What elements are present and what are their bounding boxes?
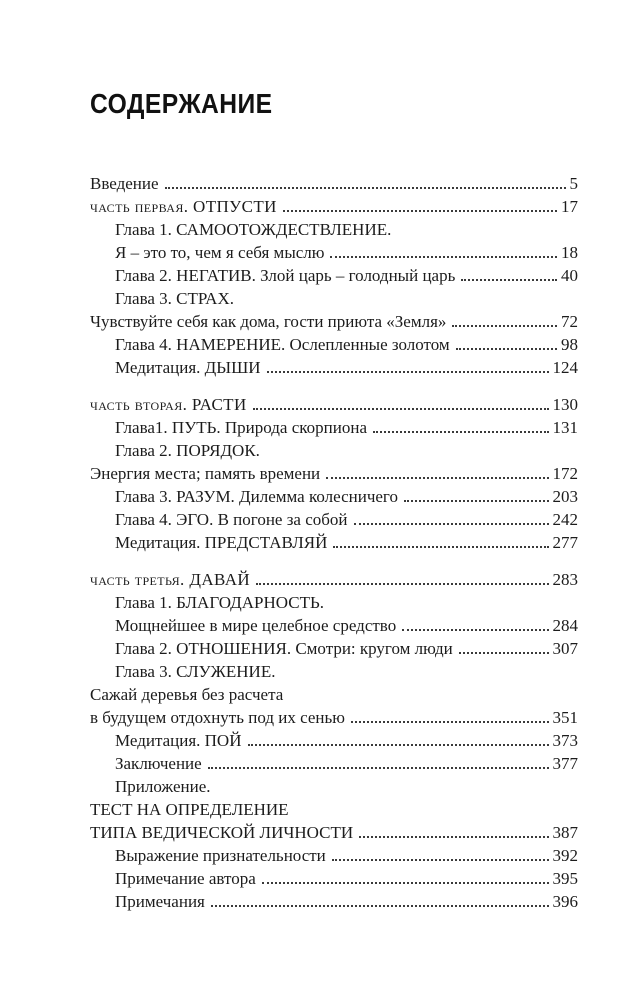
- toc-entry: [90, 821, 578, 844]
- dot-leader: [456, 348, 557, 350]
- toc-entry-label: Глава 2. НЕГАТИВ. Злой царь – голодный царь: [115, 266, 456, 285]
- toc-page-number: 203: [552, 487, 578, 506]
- toc-entry-label: Глава 1. БЛАГОДАРНОСТЬ.: [115, 593, 324, 612]
- toc-entry: [90, 333, 578, 356]
- toc-entry-label: ТЕСТ НА ОПРЕДЕЛЕНИЕ: [90, 800, 289, 819]
- toc-entry-label: Глава 3. СЛУЖЕНИЕ.: [115, 662, 276, 681]
- dot-leader: [452, 325, 557, 327]
- toc-page-number: 377: [552, 754, 578, 773]
- toc-entry-label: Введение: [90, 174, 159, 193]
- toc-entry-label: Энергия места; память времени: [90, 464, 321, 483]
- dot-leader: [208, 767, 549, 769]
- toc-list: [90, 172, 578, 913]
- toc-page-number: 395: [552, 869, 578, 888]
- toc-entry: [90, 660, 578, 683]
- dot-leader: [373, 431, 549, 433]
- toc-entry: [90, 287, 578, 310]
- toc-entry: [90, 752, 578, 775]
- toc-entry: [90, 867, 578, 890]
- toc-entry-label: Глава 2. ОТНОШЕНИЯ. Смотри: кругом люди: [115, 639, 453, 658]
- toc-entry-label: Медитация. ПОЙ: [115, 731, 242, 750]
- toc-entry: [90, 591, 578, 614]
- dot-leader: [333, 546, 548, 548]
- toc-page-number: 283: [552, 570, 578, 589]
- toc-entry-label: Примечание автора: [115, 869, 256, 888]
- toc-page-number: 18: [561, 243, 578, 262]
- toc-entry-label: ТИПА ВЕДИЧЕСКОЙ ЛИЧНОСТИ: [90, 823, 354, 842]
- toc-entry-label: Примечания: [115, 892, 205, 911]
- dot-leader: [330, 256, 557, 258]
- toc-entry: [90, 241, 578, 264]
- toc-entry: [90, 614, 578, 637]
- toc-entry: [90, 531, 578, 554]
- dot-leader: [211, 905, 549, 907]
- toc-page-number: 351: [552, 708, 578, 727]
- toc-entry: [90, 508, 578, 531]
- toc-page-number: 284: [552, 616, 578, 635]
- toc-entry: [90, 172, 578, 195]
- toc-entry-label: Глава 2. ПОРЯДОК.: [115, 441, 260, 460]
- toc-page-number: 396: [552, 892, 578, 911]
- toc-page-number: 242: [552, 510, 578, 529]
- dot-leader: [262, 882, 549, 884]
- toc-entry-label: Глава 3. РАЗУМ. Дилемма колесничего: [115, 487, 398, 506]
- toc-entry-label: Выражение признательности: [115, 846, 326, 865]
- dot-leader: [253, 408, 549, 410]
- toc-entry: [90, 462, 578, 485]
- toc-entry-label: Приложение.: [115, 777, 211, 796]
- toc-entry: [90, 416, 578, 439]
- dot-leader: [332, 859, 549, 861]
- toc-entry-label: Медитация. ДЫШИ: [115, 358, 261, 377]
- dot-leader: [283, 210, 557, 212]
- toc-entry: [90, 637, 578, 660]
- toc-page-number: 17: [561, 197, 578, 216]
- toc-entry-label: часть вторая. РАСТИ: [90, 395, 247, 414]
- toc-entry-label: часть третья. ДАВАЙ: [90, 570, 251, 589]
- toc-part-entry: [90, 393, 578, 416]
- toc-entry: [90, 729, 578, 752]
- dot-leader: [267, 371, 549, 373]
- toc-entry: [90, 310, 578, 333]
- toc-entry: [90, 844, 578, 867]
- dot-leader: [461, 279, 557, 281]
- dot-leader: [248, 744, 549, 746]
- toc-entry-label: Глава 3. СТРАХ.: [115, 289, 234, 308]
- toc-page-number: 131: [552, 418, 578, 437]
- toc-page-number: 373: [552, 731, 578, 750]
- dot-leader: [165, 187, 566, 189]
- dot-leader: [404, 500, 549, 502]
- toc-entry-label: Сажай деревья без расчета: [90, 685, 284, 704]
- toc-entry-label: Глава 1. САМООТОЖДЕСТВЛЕНИЕ.: [115, 220, 392, 239]
- toc-page-number: 72: [561, 312, 578, 331]
- toc-page-number: 172: [552, 464, 578, 483]
- toc-page-number: 5: [569, 174, 578, 193]
- toc-page-number: 277: [552, 533, 578, 552]
- dot-leader: [326, 477, 548, 479]
- toc-page-number: 98: [561, 335, 578, 354]
- toc-entry: [90, 356, 578, 379]
- toc-entry-label: в будущем отдохнуть под их сенью: [90, 708, 345, 727]
- toc-entry: [90, 775, 578, 798]
- toc-part-entry: [90, 195, 578, 218]
- toc-page-number: 392: [552, 846, 578, 865]
- toc-entry-label: Чувствуйте себя как дома, гости приюта «Земля»: [90, 312, 447, 331]
- dot-leader: [359, 836, 548, 838]
- dot-leader: [256, 583, 548, 585]
- toc-entry-label: Медитация. ПРЕДСТАВЛЯЙ: [115, 533, 328, 552]
- toc-page-number: 130: [552, 395, 578, 414]
- toc-entry: [90, 485, 578, 508]
- page-title: СОДЕРЖАНИЕ: [90, 88, 273, 119]
- toc-entry: [90, 706, 578, 729]
- toc-entry-label: часть первая. ОТПУСТИ: [90, 197, 277, 216]
- toc-entry-label: Я – это то, чем я себя мыслю: [115, 243, 325, 262]
- toc-part-entry: [90, 568, 578, 591]
- dot-leader: [351, 721, 549, 723]
- toc-page-number: 124: [552, 358, 578, 377]
- toc-entry-label: Глава 4. НАМЕРЕНИЕ. Ослепленные золотом: [115, 335, 450, 354]
- toc-page-number: 40: [561, 266, 578, 285]
- toc-page-number: 307: [552, 639, 578, 658]
- toc-entry-label: Глава 4. ЭГО. В погоне за собой: [115, 510, 348, 529]
- dot-leader: [402, 629, 548, 631]
- toc-entry-label: Глава1. ПУТЬ. Природа скорпиона: [115, 418, 367, 437]
- toc-entry-label: Заключение: [115, 754, 202, 773]
- toc-entry: [90, 798, 578, 821]
- toc-entry: [90, 264, 578, 287]
- toc-entry: [90, 439, 578, 462]
- dot-leader: [459, 652, 549, 654]
- toc-entry: [90, 218, 578, 241]
- toc-entry-label: Мощнейшее в мире целебное средство: [115, 616, 397, 635]
- dot-leader: [354, 523, 549, 525]
- toc-entry: [90, 683, 578, 706]
- toc-entry: [90, 890, 578, 913]
- toc-page-number: 387: [552, 823, 578, 842]
